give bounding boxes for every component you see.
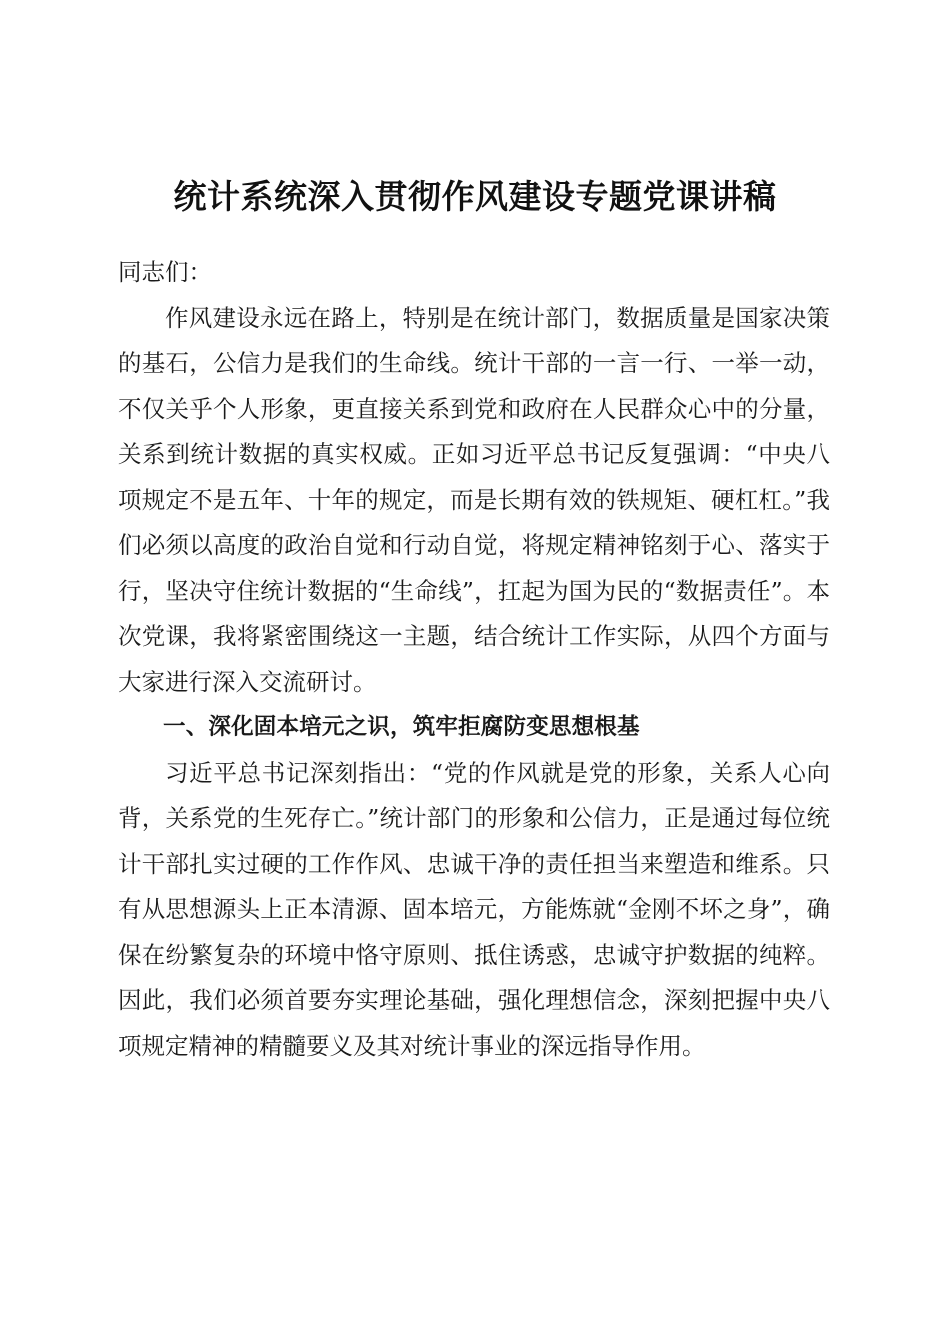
intro-paragraph: 作风建设永远在路上，特别是在统计部门，数据质量是国家决策的基石，公信力是我们的生命线。统计干部的一言一行、一举一动，不仅关乎个人形象，更直接关系到党和政府在人民群众心中的分量，关系到统计数据的真实权威。正如习近平总书记反复强调：“中央八项规定不是五年、十年的规定，而是长期有效的铁规矩、硬杠杠。”我们必须以高度的政治自觉和行动自觉，将规定精神铭刻于心、落实于行，坚决守住统计数据的“生命线”，扛起为国为民的“数据责任”。本次党课，我将紧密围绕这一主题，结合统计工作实际，从四个方面与大家进行深入交流研讨。 — [118, 303, 830, 696]
document-title: 统计系统深入贯彻作风建设专题党课讲稿 — [173, 177, 777, 216]
document-body — [118, 250, 830, 1069]
section-heading-1: 一、深化固本培元之识，筑牢拒腐防变思想根基 — [163, 714, 640, 740]
section-paragraph-1: 习近平总书记深刻指出：“党的作风就是党的形象，关系人心向背，关系党的生死存亡。”统计部门的形象和公信力，正是通过每位统计干部扎实过硬的工作作风、忠诚干净的责任担当来塑造和维系。只有从思想源头上正本清源、固本培元，方能炼就“金刚不坏之身”，确保在纷繁复杂的环境中恪守原则、抵住诱惑，忠诚守护数据的纯粹。因此，我们必须首要夯实理论基础，强化理想信念，深刻把握中央八项规定精神的精髓要义及其对统计事业的深远指导作用。 — [118, 758, 830, 1060]
salutation: 同志们： — [118, 258, 212, 286]
